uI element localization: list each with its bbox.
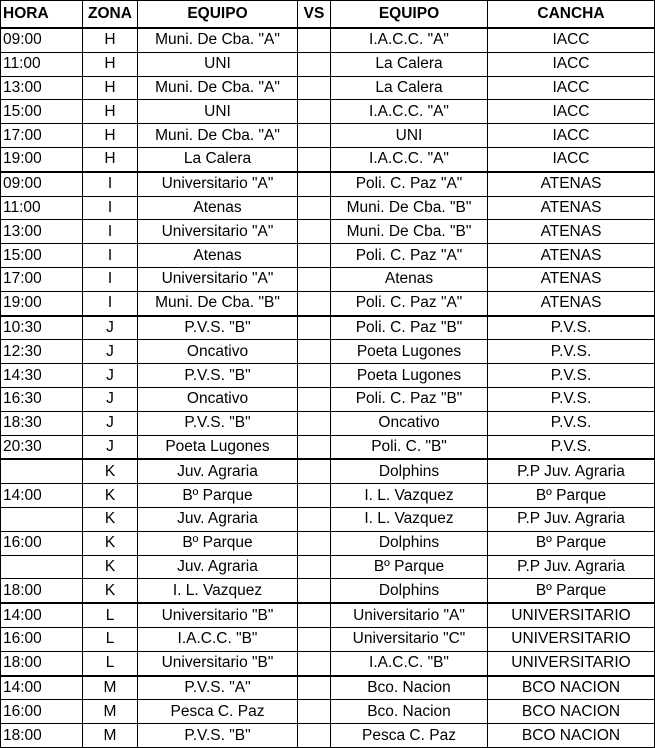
cell-vs xyxy=(298,555,331,579)
cell-hora: 11:00 xyxy=(1,52,83,76)
cell-vs xyxy=(298,435,331,459)
cell-cancha: BCO NACION xyxy=(488,724,655,748)
cell-vs xyxy=(298,147,331,171)
cell-equipo-visitante: Poeta Lugones xyxy=(331,364,488,388)
cell-hora: 14:00 xyxy=(1,484,83,508)
cell-cancha: ATENAS xyxy=(488,196,655,220)
cell-zona: I xyxy=(83,267,138,291)
cell-cancha: ATENAS xyxy=(488,172,655,196)
cell-equipo-visitante: La Calera xyxy=(331,76,488,100)
table-row xyxy=(1,364,655,388)
cell-equipo-visitante: I. L. Vazquez xyxy=(331,484,488,508)
cell-hora: 14:00 xyxy=(1,676,83,700)
cell-equipo-local: Pesca C. Paz xyxy=(138,700,298,724)
cell-hora: 16:30 xyxy=(1,387,83,411)
cell-hora: 19:00 xyxy=(1,291,83,315)
cell-equipo-local: Universitario "A" xyxy=(138,172,298,196)
cell-equipo-local: P.V.S. "B" xyxy=(138,411,298,435)
cell-equipo-visitante: Poli. C. Paz "A" xyxy=(331,291,488,315)
cell-hora: 09:00 xyxy=(1,28,83,52)
cell-zona: K xyxy=(83,555,138,579)
cell-zona: H xyxy=(83,124,138,148)
cell-zona: I xyxy=(83,196,138,220)
cell-hora: 14:00 xyxy=(1,603,83,627)
cell-hora: 14:30 xyxy=(1,364,83,388)
cell-zona: L xyxy=(83,627,138,651)
cell-equipo-visitante: Bco. Nacion xyxy=(331,700,488,724)
cell-hora: 13:00 xyxy=(1,76,83,100)
table-row xyxy=(1,459,655,483)
cell-vs xyxy=(298,627,331,651)
header-equipo-visitante: EQUIPO xyxy=(331,1,488,29)
cell-equipo-visitante: Bco. Nacion xyxy=(331,676,488,700)
cell-vs xyxy=(298,291,331,315)
cell-zona: H xyxy=(83,76,138,100)
cell-equipo-visitante: Muni. De Cba. "B" xyxy=(331,196,488,220)
cell-equipo-local: Universitario "B" xyxy=(138,651,298,675)
cell-vs xyxy=(298,52,331,76)
cell-hora: 13:00 xyxy=(1,220,83,244)
table-row xyxy=(1,484,655,508)
cell-cancha: P.V.S. xyxy=(488,387,655,411)
cell-zona: M xyxy=(83,700,138,724)
cell-vs xyxy=(298,700,331,724)
cell-equipo-local: P.V.S. "B" xyxy=(138,364,298,388)
cell-equipo-visitante: Muni. De Cba. "B" xyxy=(331,220,488,244)
cell-vs xyxy=(298,387,331,411)
cell-equipo-local: Atenas xyxy=(138,196,298,220)
cell-equipo-local: I. L. Vazquez xyxy=(138,579,298,603)
header-row xyxy=(1,1,655,29)
cell-cancha: P.V.S. xyxy=(488,435,655,459)
cell-zona: I xyxy=(83,220,138,244)
cell-equipo-visitante: Poeta Lugones xyxy=(331,340,488,364)
cell-vs xyxy=(298,196,331,220)
cell-equipo-local: Muni. De Cba. "A" xyxy=(138,76,298,100)
cell-cancha: BCO NACION xyxy=(488,676,655,700)
cell-zona: M xyxy=(83,724,138,748)
cell-hora xyxy=(1,459,83,483)
cell-cancha: ATENAS xyxy=(488,220,655,244)
cell-equipo-local: P.V.S. "A" xyxy=(138,676,298,700)
cell-hora: 16:00 xyxy=(1,531,83,555)
cell-hora: 18:00 xyxy=(1,579,83,603)
cell-cancha: IACC xyxy=(488,124,655,148)
cell-equipo-visitante: Poli. C. Paz "A" xyxy=(331,172,488,196)
cell-equipo-local: UNI xyxy=(138,100,298,124)
cell-cancha: ATENAS xyxy=(488,244,655,268)
cell-equipo-local: Muni. De Cba. "A" xyxy=(138,124,298,148)
table-row xyxy=(1,28,655,52)
cell-cancha: Bº Parque xyxy=(488,531,655,555)
cell-cancha: IACC xyxy=(488,52,655,76)
header-zona: ZONA xyxy=(83,1,138,29)
cell-equipo-visitante: Poli. C. Paz "B" xyxy=(331,316,488,340)
cell-cancha: P.P Juv. Agraria xyxy=(488,507,655,531)
cell-zona: I xyxy=(83,172,138,196)
table-row xyxy=(1,196,655,220)
cell-cancha: IACC xyxy=(488,76,655,100)
cell-hora: 15:00 xyxy=(1,100,83,124)
cell-equipo-local: Bº Parque xyxy=(138,484,298,508)
cell-zona: K xyxy=(83,484,138,508)
cell-zona: J xyxy=(83,340,138,364)
table-header xyxy=(1,1,655,29)
cell-hora: 16:00 xyxy=(1,627,83,651)
cell-equipo-visitante: Poli. C. Paz "B" xyxy=(331,387,488,411)
cell-zona: J xyxy=(83,316,138,340)
cell-hora: 18:00 xyxy=(1,724,83,748)
table-row xyxy=(1,724,655,748)
cell-vs xyxy=(298,459,331,483)
table-row xyxy=(1,627,655,651)
table-row xyxy=(1,267,655,291)
cell-equipo-local: UNI xyxy=(138,52,298,76)
table-row xyxy=(1,340,655,364)
cell-zona: H xyxy=(83,147,138,171)
cell-equipo-visitante: Pesca C. Paz xyxy=(331,724,488,748)
cell-vs xyxy=(298,244,331,268)
cell-equipo-local: Juv. Agraria xyxy=(138,507,298,531)
header-hora: HORA xyxy=(1,1,83,29)
cell-cancha: Bº Parque xyxy=(488,579,655,603)
cell-zona: K xyxy=(83,579,138,603)
cell-cancha: P.P Juv. Agraria xyxy=(488,459,655,483)
table-row xyxy=(1,435,655,459)
table-row xyxy=(1,172,655,196)
cell-equipo-visitante: I.A.C.C. "A" xyxy=(331,28,488,52)
table-row xyxy=(1,244,655,268)
cell-equipo-visitante: Poli. C. Paz "A" xyxy=(331,244,488,268)
cell-cancha: IACC xyxy=(488,147,655,171)
cell-cancha: UNIVERSITARIO xyxy=(488,627,655,651)
header-cancha: CANCHA xyxy=(488,1,655,29)
cell-vs xyxy=(298,364,331,388)
cell-zona: H xyxy=(83,28,138,52)
cell-hora: 10:30 xyxy=(1,316,83,340)
cell-zona: J xyxy=(83,364,138,388)
cell-vs xyxy=(298,676,331,700)
cell-vs xyxy=(298,100,331,124)
cell-zona: M xyxy=(83,676,138,700)
cell-hora: 17:00 xyxy=(1,267,83,291)
cell-cancha: BCO NACION xyxy=(488,700,655,724)
cell-vs xyxy=(298,411,331,435)
cell-equipo-visitante: Oncativo xyxy=(331,411,488,435)
cell-equipo-visitante: Dolphins xyxy=(331,459,488,483)
table-row xyxy=(1,555,655,579)
cell-hora: 15:00 xyxy=(1,244,83,268)
cell-zona: K xyxy=(83,459,138,483)
cell-hora: 17:00 xyxy=(1,124,83,148)
cell-zona: I xyxy=(83,291,138,315)
cell-equipo-local: I.A.C.C. "B" xyxy=(138,627,298,651)
table-row xyxy=(1,700,655,724)
cell-vs xyxy=(298,484,331,508)
cell-equipo-visitante: Poli. C. "B" xyxy=(331,435,488,459)
cell-vs xyxy=(298,651,331,675)
header-equipo-local: EQUIPO xyxy=(138,1,298,29)
cell-equipo-visitante: Dolphins xyxy=(331,579,488,603)
cell-zona: L xyxy=(83,603,138,627)
cell-hora: 18:30 xyxy=(1,411,83,435)
table-row xyxy=(1,291,655,315)
cell-zona: H xyxy=(83,52,138,76)
cell-cancha: IACC xyxy=(488,100,655,124)
cell-zona: J xyxy=(83,387,138,411)
table-row xyxy=(1,316,655,340)
table-row xyxy=(1,124,655,148)
cell-equipo-local: Muni. De Cba. "A" xyxy=(138,28,298,52)
cell-zona: L xyxy=(83,651,138,675)
cell-hora: 20:30 xyxy=(1,435,83,459)
cell-vs xyxy=(298,340,331,364)
cell-hora: 18:00 xyxy=(1,651,83,675)
cell-zona: H xyxy=(83,100,138,124)
cell-equipo-local: Universitario "B" xyxy=(138,603,298,627)
table-row xyxy=(1,531,655,555)
table-row xyxy=(1,76,655,100)
cell-equipo-local: Atenas xyxy=(138,244,298,268)
cell-equipo-local: Poeta Lugones xyxy=(138,435,298,459)
cell-vs xyxy=(298,724,331,748)
cell-equipo-local: Muni. De Cba. "B" xyxy=(138,291,298,315)
cell-equipo-visitante: I.A.C.C. "B" xyxy=(331,651,488,675)
cell-cancha: UNIVERSITARIO xyxy=(488,603,655,627)
table-row xyxy=(1,147,655,171)
cell-cancha: Bº Parque xyxy=(488,484,655,508)
cell-cancha: P.V.S. xyxy=(488,411,655,435)
cell-cancha: P.V.S. xyxy=(488,316,655,340)
cell-equipo-local: Oncativo xyxy=(138,387,298,411)
cell-vs xyxy=(298,220,331,244)
cell-equipo-visitante: Universitario "C" xyxy=(331,627,488,651)
cell-equipo-local: Juv. Agraria xyxy=(138,459,298,483)
cell-zona: J xyxy=(83,411,138,435)
cell-hora: 11:00 xyxy=(1,196,83,220)
cell-vs xyxy=(298,267,331,291)
cell-cancha: ATENAS xyxy=(488,291,655,315)
table-row xyxy=(1,603,655,627)
cell-equipo-visitante: Universitario "A" xyxy=(331,603,488,627)
cell-hora xyxy=(1,507,83,531)
cell-equipo-visitante: Atenas xyxy=(331,267,488,291)
cell-equipo-visitante: I.A.C.C. "A" xyxy=(331,100,488,124)
table-row xyxy=(1,411,655,435)
table-body xyxy=(1,28,655,747)
cell-zona: J xyxy=(83,435,138,459)
cell-equipo-local: Juv. Agraria xyxy=(138,555,298,579)
cell-equipo-local: Universitario "A" xyxy=(138,267,298,291)
cell-vs xyxy=(298,507,331,531)
cell-vs xyxy=(298,28,331,52)
cell-zona: I xyxy=(83,244,138,268)
table-row xyxy=(1,52,655,76)
cell-hora: 09:00 xyxy=(1,172,83,196)
cell-vs xyxy=(298,531,331,555)
cell-cancha: P.V.S. xyxy=(488,364,655,388)
cell-equipo-local: P.V.S. "B" xyxy=(138,724,298,748)
cell-hora xyxy=(1,555,83,579)
cell-equipo-local: Oncativo xyxy=(138,340,298,364)
table-row xyxy=(1,387,655,411)
cell-equipo-visitante: La Calera xyxy=(331,52,488,76)
cell-vs xyxy=(298,579,331,603)
cell-hora: 19:00 xyxy=(1,147,83,171)
table-row xyxy=(1,676,655,700)
cell-vs xyxy=(298,172,331,196)
cell-zona: K xyxy=(83,531,138,555)
cell-equipo-local: La Calera xyxy=(138,147,298,171)
cell-equipo-visitante: I.A.C.C. "A" xyxy=(331,147,488,171)
table-row xyxy=(1,579,655,603)
table-row xyxy=(1,651,655,675)
cell-cancha: ATENAS xyxy=(488,267,655,291)
cell-zona: K xyxy=(83,507,138,531)
cell-equipo-local: Universitario "A" xyxy=(138,220,298,244)
cell-hora: 16:00 xyxy=(1,700,83,724)
cell-vs xyxy=(298,316,331,340)
cell-cancha: UNIVERSITARIO xyxy=(488,651,655,675)
cell-equipo-visitante: UNI xyxy=(331,124,488,148)
header-vs: VS xyxy=(298,1,331,29)
table-row xyxy=(1,220,655,244)
cell-vs xyxy=(298,124,331,148)
cell-vs xyxy=(298,76,331,100)
cell-equipo-visitante: I. L. Vazquez xyxy=(331,507,488,531)
cell-hora: 12:30 xyxy=(1,340,83,364)
cell-equipo-visitante: Bº Parque xyxy=(331,555,488,579)
cell-vs xyxy=(298,603,331,627)
cell-equipo-local: P.V.S. "B" xyxy=(138,316,298,340)
cell-equipo-visitante: Dolphins xyxy=(331,531,488,555)
cell-cancha: P.P Juv. Agraria xyxy=(488,555,655,579)
table-row xyxy=(1,100,655,124)
cell-cancha: IACC xyxy=(488,28,655,52)
cell-cancha: P.V.S. xyxy=(488,340,655,364)
cell-equipo-local: Bº Parque xyxy=(138,531,298,555)
table-row xyxy=(1,507,655,531)
